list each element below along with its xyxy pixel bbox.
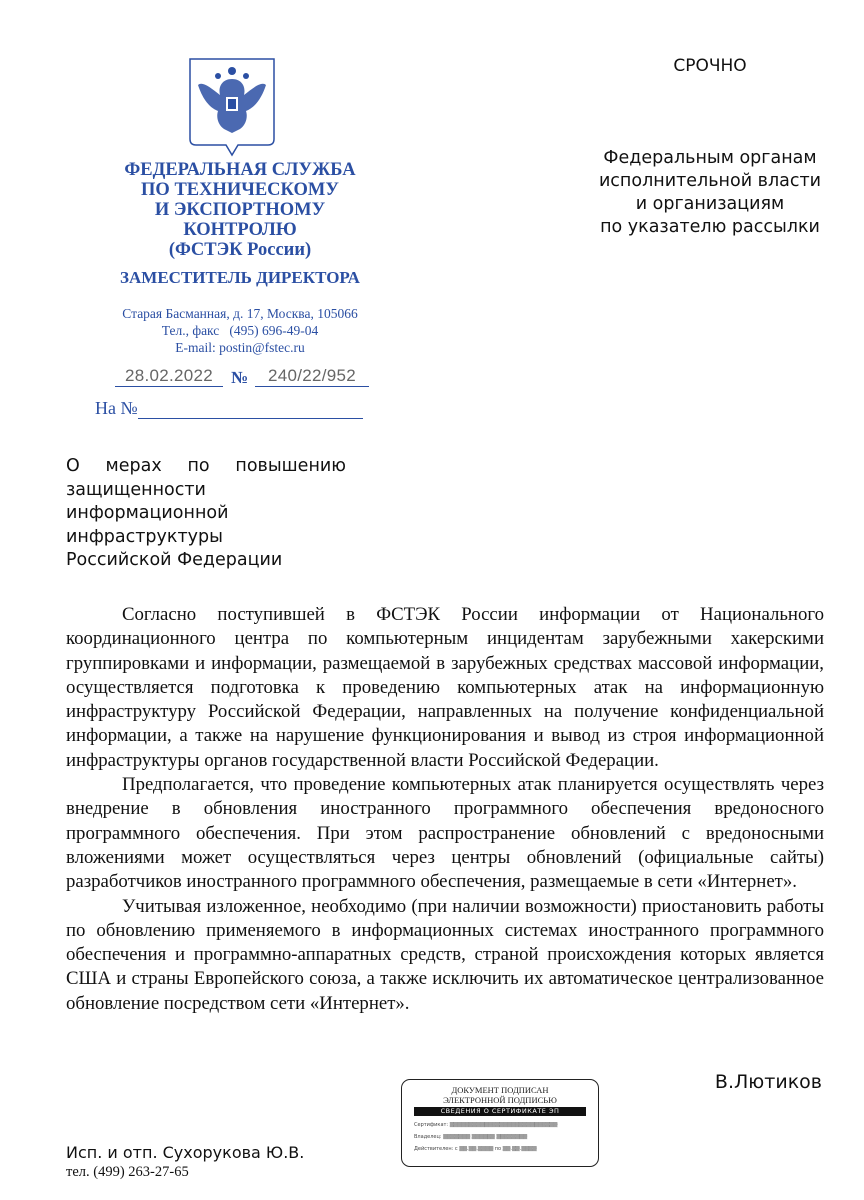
addressee-line: Федеральным органам xyxy=(603,148,817,168)
addressee-line: по указателю рассылки xyxy=(600,217,820,237)
addressee-block xyxy=(560,147,860,239)
subject-line: Российской Федерации xyxy=(66,550,283,570)
stamp-title-line: ЭЛЕКТРОННОЙ ПОДПИСЬЮ xyxy=(443,1095,557,1105)
organization-name xyxy=(90,160,390,260)
stamp-title xyxy=(402,1085,598,1105)
reference-blank-line xyxy=(138,400,363,419)
urgency-mark: СРОЧНО xyxy=(673,56,747,76)
executor-phone: тел. (499) 263-27-65 xyxy=(66,1164,189,1180)
addressee-line: исполнительной власти xyxy=(598,171,822,191)
reference-row xyxy=(95,398,370,419)
body-paragraph: Согласно поступившей в ФСТЭК России информации от Национального координационного центра по компьютерным инцидентам зарубежными хакерскими группировками и информации, размещаемой в зарубежных средствах массовой информации, осуществляется подготовка к проведению компьютерных атак на информационную инфраструктуру Российской Федерации, направленных на получение конфиденциальной информации, а также на нарушение функционирования и вывод из строя информационной инфраструктуры органов государственной власти Российской Федерации. xyxy=(66,604,824,771)
body-paragraph: Предполагается, что проведение компьютерных атак планируется осуществлять через внедрение в обновления иностранного программного обеспечения вредоносного программного обеспечения. При этом распространение обновлений с вредоносными вложениями может осуществляться через центры обновлений (официальные сайты) разработчиков иностранного программного обеспечения, размещаемые в сети «Интернет». xyxy=(66,774,824,893)
subject-block xyxy=(66,455,346,573)
stamp-owner-line: Владелец: ▒▒▒▒▒▒▒ ▒▒▒▒▒▒ ▒▒▒▒▒▒▒▒ xyxy=(414,1134,528,1140)
email: E-mail: postin@fstec.ru xyxy=(175,340,305,355)
document-number: 240/22/952 xyxy=(255,366,369,387)
org-line: ПО ТЕХНИЧЕСКОМУ xyxy=(141,180,339,200)
coat-of-arms-icon xyxy=(188,57,276,157)
stamp-certificate-line: Сертификат: ▒▒▒▒▒▒▒▒▒▒▒▒▒▒▒▒▒▒▒▒▒▒▒▒▒▒▒▒ xyxy=(414,1122,558,1128)
number-label: № xyxy=(231,368,249,387)
reference-label: На № xyxy=(95,398,138,418)
stamp-title-line: ДОКУМЕНТ ПОДПИСАН xyxy=(451,1085,549,1095)
subject-line: О мерах по повышению xyxy=(66,456,346,476)
signer-name: В.Лютиков xyxy=(714,1071,822,1093)
letter-body xyxy=(66,603,824,1016)
subject-line: защищенности xyxy=(66,479,206,500)
subject-line: информационной xyxy=(66,503,229,523)
position-title: ЗАМЕСТИТЕЛЬ ДИРЕКТОРА xyxy=(120,268,360,287)
electronic-signature-stamp xyxy=(401,1079,599,1167)
phone-fax: Тел., факс (495) 696-49-04 xyxy=(161,323,319,338)
stamp-validity-line: Действителен: с ▒▒.▒▒.▒▒▒▒ по ▒▒.▒▒.▒▒▒▒ xyxy=(414,1146,537,1152)
contact-block xyxy=(90,305,390,356)
subject-line: инфраструктуры xyxy=(66,526,223,547)
addressee-line: и организациям xyxy=(635,194,785,214)
stamp-certificate-bar: СВЕДЕНИЯ О СЕРТИФИКАТЕ ЭП xyxy=(414,1107,586,1116)
registration-row xyxy=(115,366,375,394)
executor-name: Исп. и отп. Сухорукова Ю.В. xyxy=(66,1143,305,1162)
org-line: И ЭКСПОРТНОМУ xyxy=(154,200,326,220)
org-line: ФЕДЕРАЛЬНАЯ СЛУЖБА xyxy=(124,160,356,180)
document-date: 28.02.2022 xyxy=(115,366,223,387)
org-line: (ФСТЭК России) xyxy=(168,240,312,260)
org-line: КОНТРОЛЮ xyxy=(183,220,297,240)
address: Старая Басманная, д. 17, Москва, 105066 xyxy=(122,306,358,321)
body-paragraph: Учитывая изложенное, необходимо (при наличии возможности) приостановить работы по обновлению применяемого в информационных системах иностранного программного обеспечения и программно-аппаратных средств, страной происхождения которых является США и страны Европейского союза, а также исключить их автоматическое централизованное обновление посредством сети «Интернет». xyxy=(66,895,824,1014)
